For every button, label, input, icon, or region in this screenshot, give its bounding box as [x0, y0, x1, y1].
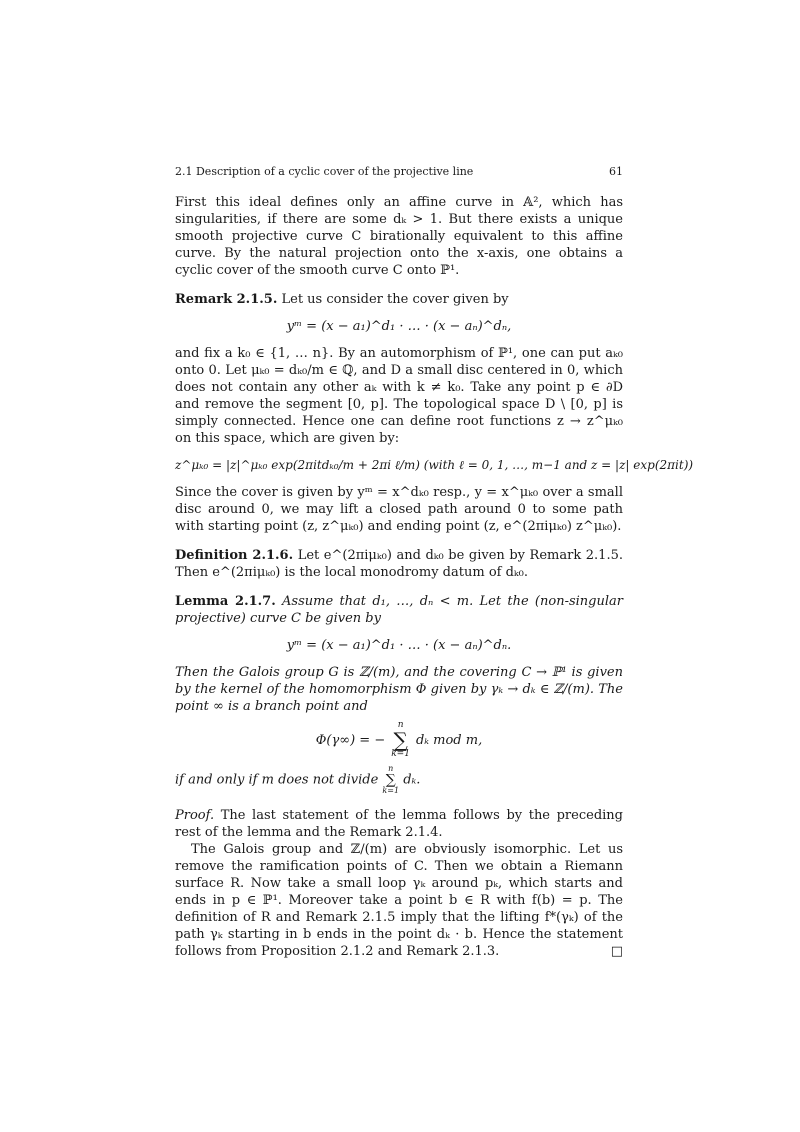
lemma-condition: [175, 765, 623, 795]
section-title: 2.1 Description of a cyclic cover of the projective line: [175, 165, 474, 178]
lemma-lead: Assume that d₁, …, dₙ < m. Let the (non-singular projective) curve C be given by: [175, 594, 623, 626]
lemma-body: Then the Galois group G is ℤ/(m), and the covering C → ℙ¹ is given by the kernel of the homomorphism Φ given by γₖ → dₖ ∈ ℤ/(m). The point ∞ is a branch point and: [175, 665, 623, 714]
remark-label: Remark 2.1.5.: [175, 292, 278, 307]
inline-sigma: ∑: [385, 772, 396, 788]
phi-rhs: dₖ mod m,: [415, 732, 483, 748]
lemma-equation: yᵐ = (x − a₁)^d₁ · … · (x − aₙ)^dₙ.: [286, 638, 512, 653]
remark-equation: yᵐ = (x − a₁)^d₁ · … · (x − aₙ)^dₙ,: [286, 319, 512, 334]
inline-sum-bottom: k=1: [382, 786, 400, 795]
proof: [175, 807, 623, 960]
qed-symbol: □: [610, 944, 623, 959]
lemma-label: Lemma 2.1.7.: [175, 594, 276, 609]
root-equation: z^μₖ₀ = |z|^μₖ₀ exp(2πitdₖ₀/m + 2πi ℓ/m) (with ℓ = 0, 1, …, m−1 and z = |z| exp(2πit)): [175, 458, 694, 472]
remark-body: and fix a k₀ ∈ {1, … n}. By an automorphism of ℙ¹, one can put aₖ₀ onto 0. Let μₖ₀ = dₖ₀/m ∈ ℚ, and D a small disc centered in 0, which does not contain any other aₖ with k ≠ k₀. Take any point p ∈ ∂D and remove the segment [0, p]. The topological space D \ [0, p] is simply connected. Hence one can define root functions z → z^μₖ₀ on this space, which are given by:: [175, 346, 623, 446]
proof-label: Proof.: [175, 808, 215, 823]
condition-tail: dₖ.: [403, 772, 421, 788]
sigma: ∑: [393, 728, 408, 752]
page: [175, 163, 694, 960]
inline-sum-symbol: [382, 765, 399, 795]
phi-lhs: Φ(γ∞) = −: [315, 732, 386, 748]
definition-body: Let e^(2πiμₖ₀) and dₖ₀ be given by Remark 2.1.5. Then e^(2πiμₖ₀) is the local monodromy datum of dₖ₀.: [175, 548, 623, 580]
intro-paragraph: First this ideal defines only an affine curve in 𝔸², which has singularities, if there are some dₖ > 1. But there exists a unique smooth projective curve C birationally equivalent to this affine curve. By the natural projection onto the x-axis, one obtains a cyclic cover of the smooth curve C onto ℙ¹.: [175, 195, 623, 278]
proof-p2: The Galois group and ℤ/(m) are obviously isomorphic. Let us remove the ramification points of C. Then we obtain a Riemann surface R. Now take a small loop γₖ around pₖ, which starts and ends in p ∈ ℙ¹. Moreover take a point b ∈ R with f(b) = p. The definition of R and Remark 2.1.5 imply that the lifting f*(γₖ) of the path γₖ starting in b ends in the point dₖ · b. Hence the statement follows from Proposition 2.1.2 and Remark 2.1.3.: [175, 842, 623, 959]
sum-symbol: [391, 721, 410, 759]
remark-after: Since the cover is given by yᵐ = x^dₖ₀ resp., y = x^μₖ₀ over a small disc around 0, we may lift a closed path around 0 to some path with starting point (z, z^μₖ₀) and ending point (z, e^(2πiμₖ₀) z^μₖ₀).: [175, 485, 623, 534]
running-head: [175, 163, 623, 180]
page-number: 61: [609, 165, 623, 178]
definition-2-1-6: [175, 547, 623, 581]
phi-equation: [175, 721, 623, 759]
remark-lead: Let us consider the cover given by: [281, 292, 509, 307]
sum-top: n: [397, 720, 404, 730]
definition-label: Definition 2.1.6.: [175, 548, 294, 563]
condition-lead: if and only if m does not divide: [175, 772, 379, 788]
remark-2-1-5: [175, 291, 694, 535]
sum-bottom: k=1: [391, 749, 410, 759]
proof-p1: The last statement of the lemma follows by the preceding rest of the lemma and the Remark 2.1.4.: [175, 808, 623, 840]
lemma-2-1-7: [175, 593, 623, 795]
inline-sum-top: n: [388, 764, 394, 773]
